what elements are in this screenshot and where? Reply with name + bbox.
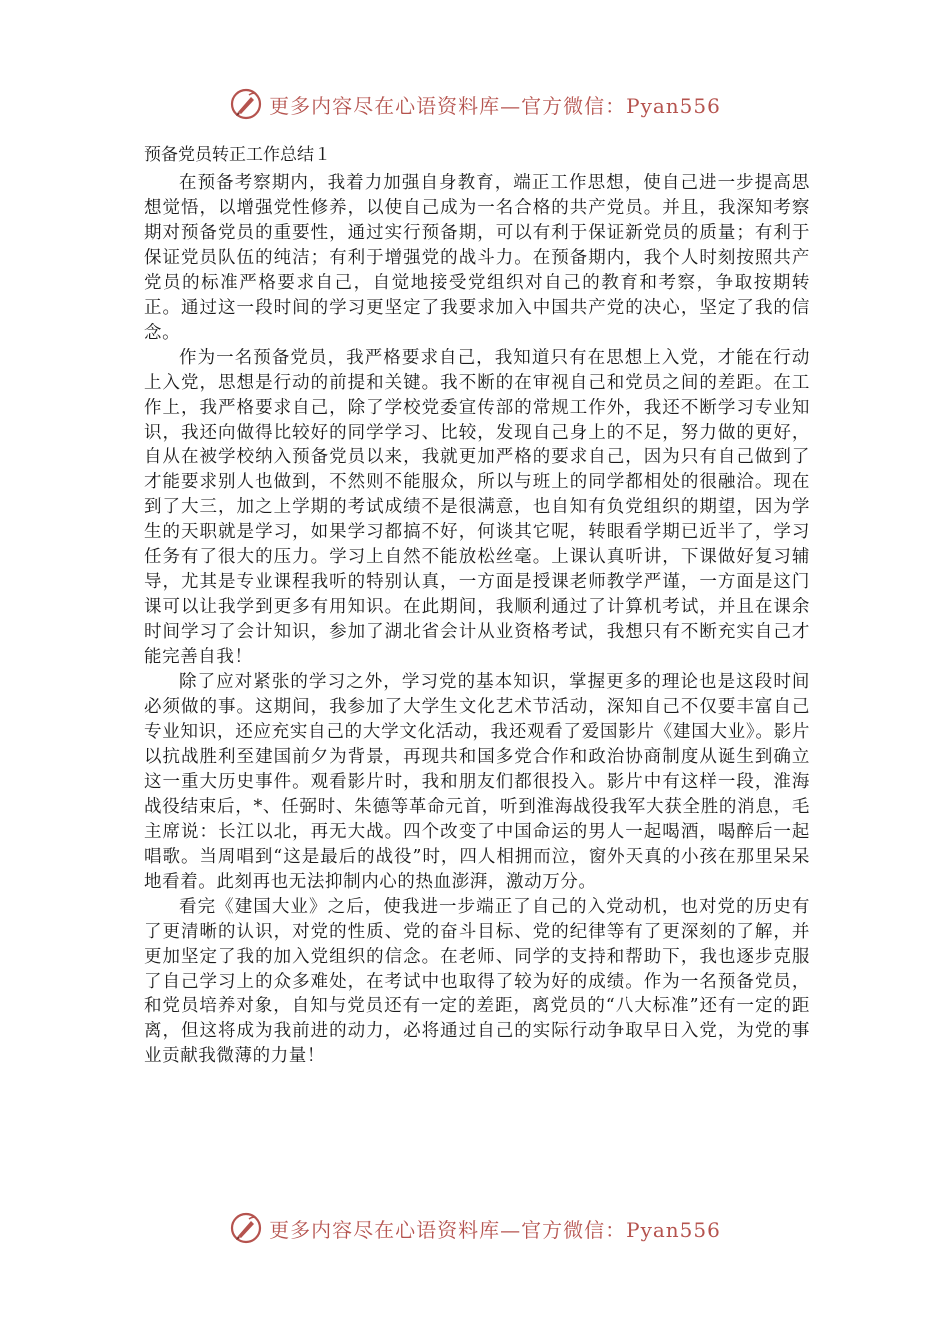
document-title: 预备党员转正工作总结１ <box>144 145 331 165</box>
paragraph-1: 在预备考察期内，我着力加强自身教育，端正工作思想，使自己进一步提高思想觉悟，以增强党性修养，以使自己成为一名合格的共产党员。并且，我深知考察期对预备党员的重要性，通过实行预备期，可以有利于保证新党员的质量；有利于保证党员队伍的纯洁；有利于增强党的战斗力。在预备期内，我个人时刻按照共产党员的标准严格要求自己，自觉地接受党组织对自己的教育和考察，争取按期转正。通过这一段时间的学习更坚定了我要求加入中国共产党的决心，坚定了我的信念。 <box>144 173 810 343</box>
paragraph-4: 看完《建国大业》之后，使我进一步端正了自己的入党动机，也对党的历史有了更清晰的认识，对党的性质、党的奋斗目标、党的纪律等有了更深刻的了解，并更加坚定了我的加入党组织的信念。在老师、同学的支持和帮助下，我也逐步克服了自己学习上的众多难处，在考试中也取得了较为好的成绩。作为一名预备党员，和党员培养对象，自知与党员还有一定的差距，离党员的“八大标准”还有一定的距离，但这将成为我前进的动力，必将通过自己的实际行动争取早日入党，为党的事业贡献我微薄的力量！ <box>144 896 810 1067</box>
footer-watermark-banner <box>0 1208 950 1248</box>
pen-circle-logo-icon <box>229 87 263 121</box>
footer-watermark-text: 更多内容尽在心语资料库—官方微信：Pyan556 <box>269 1217 721 1242</box>
header-watermark-text: 更多内容尽在心语资料库—官方微信：Pyan556 <box>269 93 721 118</box>
header-watermark-banner <box>0 84 950 124</box>
pen-circle-logo-icon <box>229 1211 263 1245</box>
paragraph-3: 除了应对紧张的学习之外，学习党的基本知识，掌握更多的理论也是这段时间必须做的事。这期间，我参加了大学生文化艺术节活动，深知自己不仅要丰富自己专业知识，还应充实自己的大学文化活动，我还观看了爱国影片《建国大业》。影片以抗战胜利至建国前夕为背景，再现共和国多党合作和政治协商制度从诞生到确立这一重大历史事件。观看影片时，我和朋友们都很投入。影片中有这样一段，淮海战役结束后，*、任弼时、朱德等革命元首，听到淮海战役我军大获全胜的消息，毛主席说：长江以北，再无大战。四个改变了中国命运的男人一起喝酒，喝醉后一起唱歌。当周唱到“这是最后的战役”时，四人相拥而泣，窗外天真的小孩在那里呆呆地看着。此刻再也无法抑制内心的热血澎湃，激动万分。 <box>144 672 810 892</box>
paragraph-2: 作为一名预备党员，我严格要求自己，我知道只有在思想上入党，才能在行动上入党，思想是行动的前提和关键。我不断的在审视自己和党员之间的差距。在工作上，我严格要求自己，除了学校党委宣传部的常规工作外，我还不断学习专业知识，我还向做得比较好的同学学习、比较，发现自己身上的不足，努力做的更好，自从在被学校纳入预备党员以来，我就更加严格的要求自己，因为只有自己做到了才能要求别人也做到，不然则不能服众，所以与班上的同学都相处的很融洽。现在到了大三，加之上学期的考试成绩不是很满意，也自知有负党组织的期望，因为学生的天职就是学习，如果学习都搞不好，何谈其它呢，转眼看学期已近半了，学习任务有了很大的压力。学习上自然不能放松丝毫。上课认真听讲，下课做好复习辅导，尤其是专业课程我听的特别认真，一方面是授课老师教学严谨，一方面是这门课可以让我学到更多有用知识。在此期间，我顺利通过了计算机考试，并且在课余时间学习了会计知识，参加了湖北省会计从业资格考试，我想只有不断充实自己才能完善自我！ <box>144 347 810 668</box>
document-body <box>144 143 810 1069</box>
